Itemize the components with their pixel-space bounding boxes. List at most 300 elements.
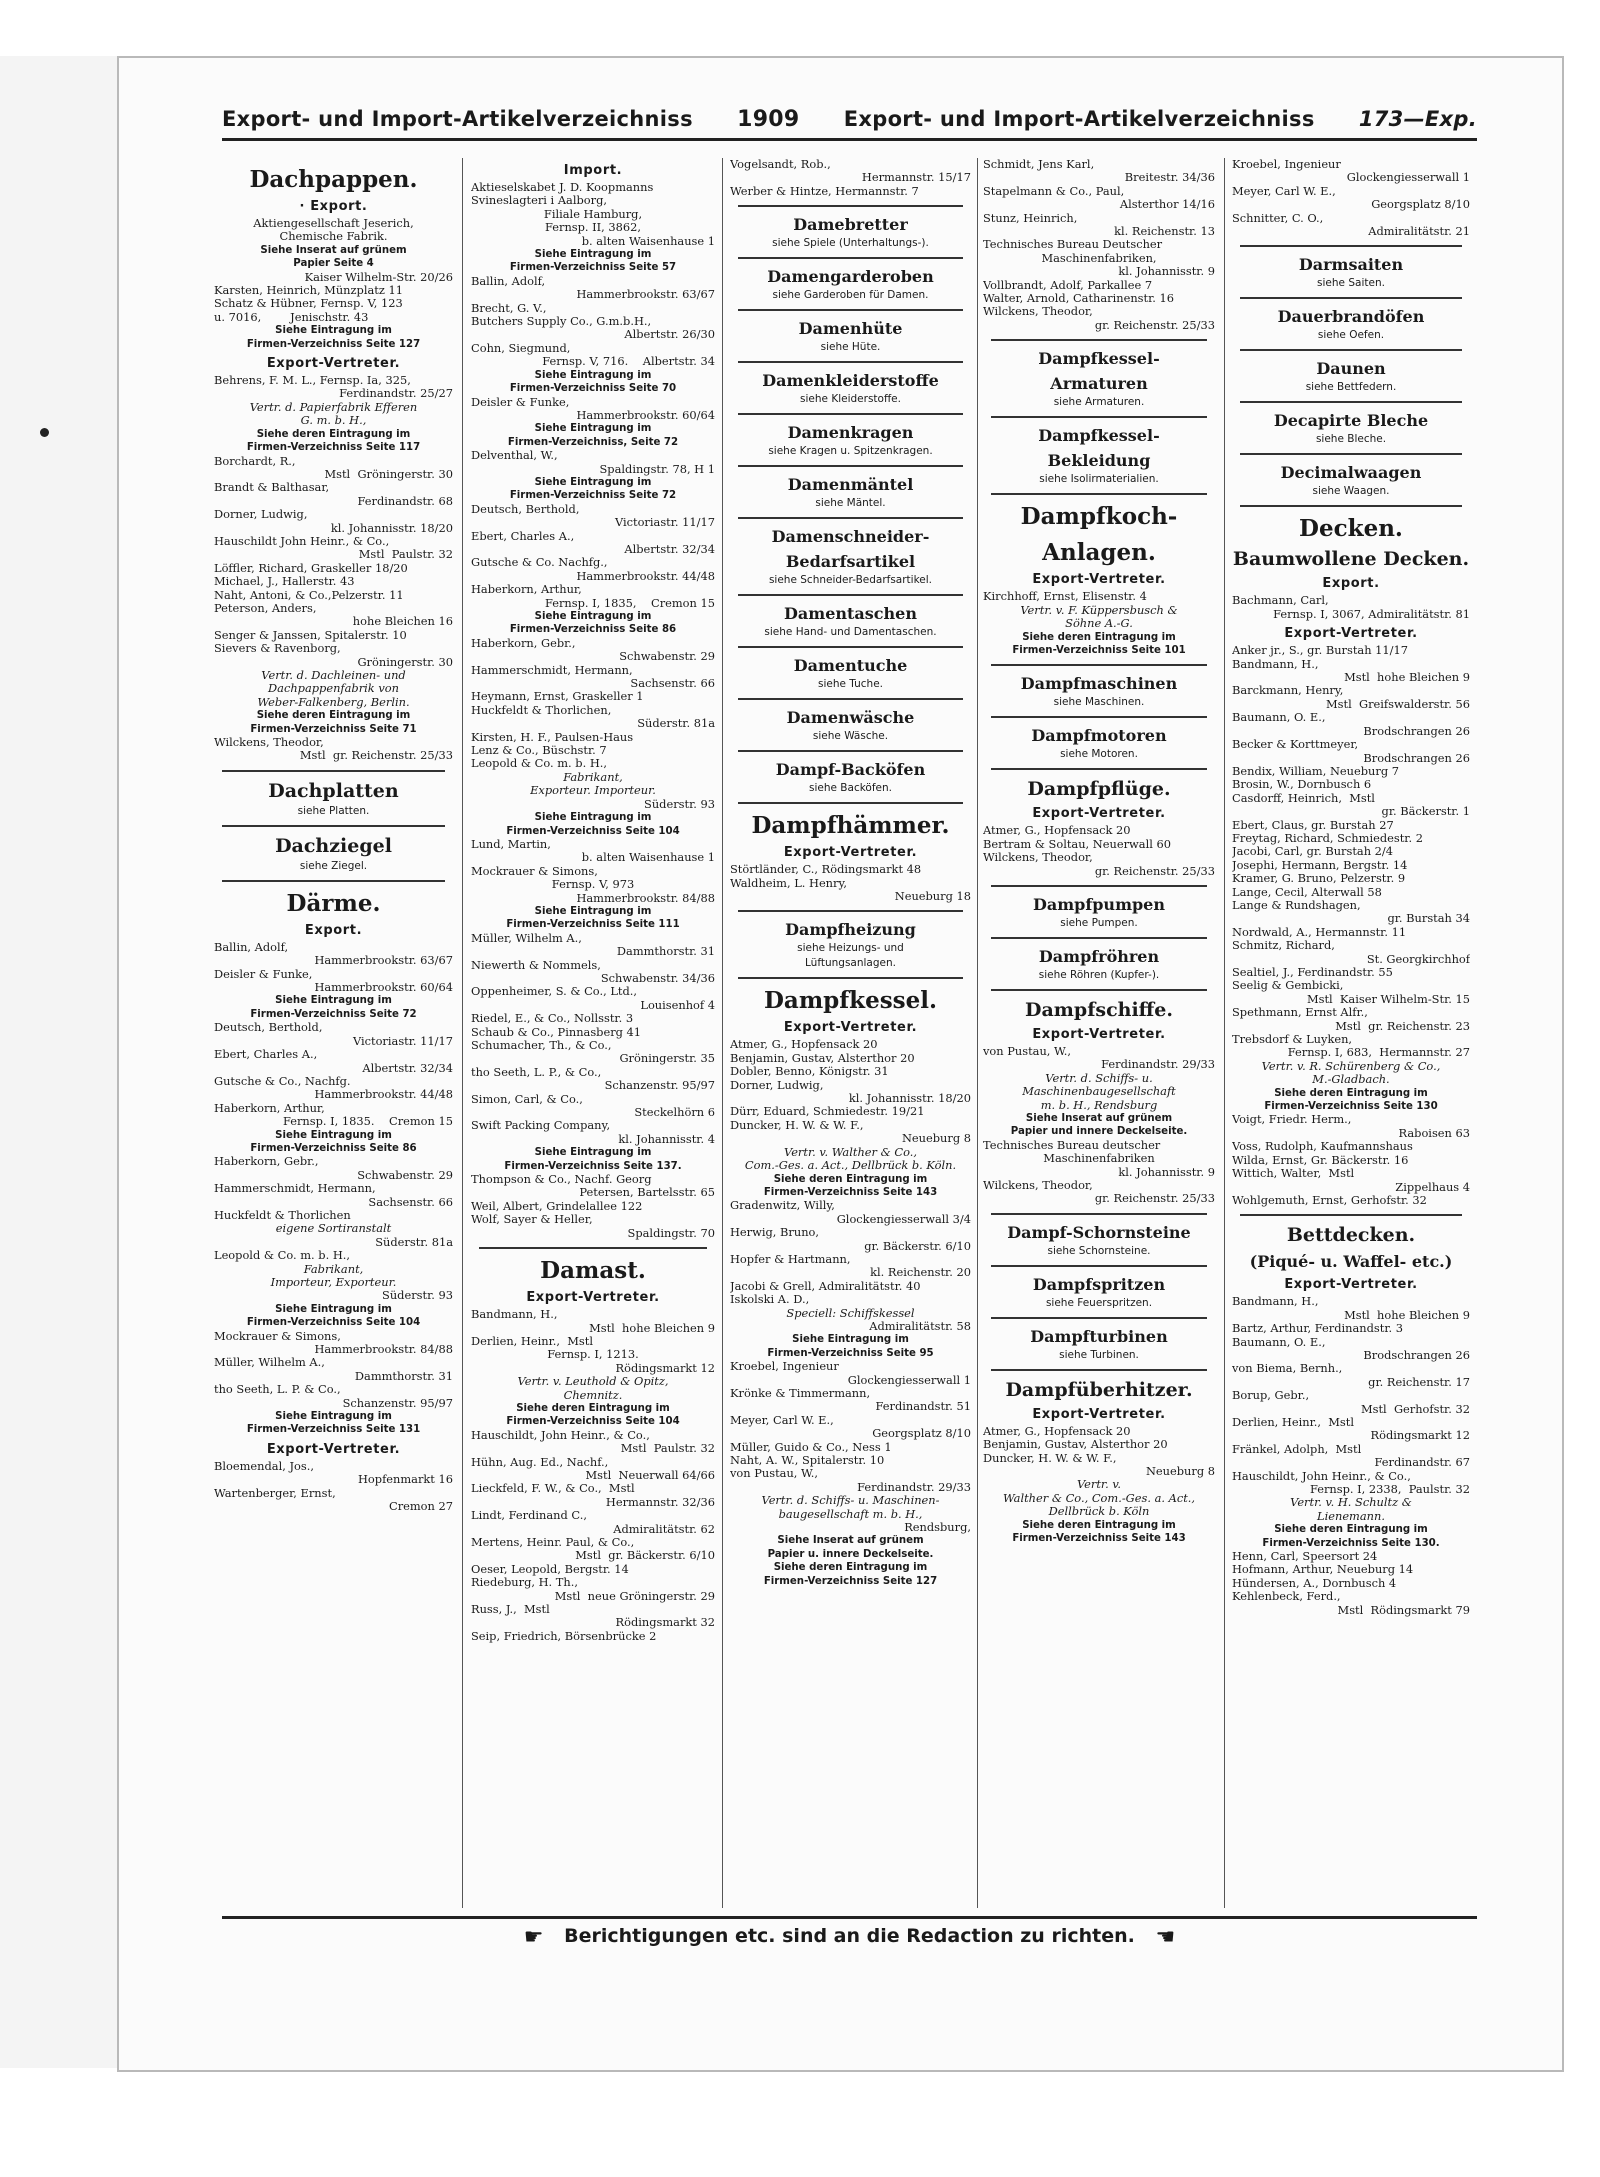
directory-entry: Raboisen 63 bbox=[1398, 1126, 1470, 1140]
directory-entry: Meyer, Carl W. E., bbox=[1232, 184, 1336, 198]
directory-entry: Vogelsandt, Rob., bbox=[730, 158, 831, 171]
directory-entry: St. Georgkirchhof bbox=[1366, 952, 1470, 966]
section-divider bbox=[738, 309, 963, 311]
directory-entry: Hopfenmarkt 16 bbox=[357, 1473, 453, 1487]
column-4 bbox=[983, 158, 1215, 1908]
section-heading: Bettdecken. bbox=[1286, 1224, 1416, 1247]
section-divider bbox=[738, 594, 963, 596]
directory-entry: Gutsche & Co. Nachfg., bbox=[471, 556, 608, 570]
directory-entry: Hammerbrookstr. 44/48 bbox=[576, 569, 715, 583]
directory-entry: Mstl Neuerwall 64/66 bbox=[585, 1468, 715, 1482]
directory-entry: Dürr, Eduard, Schmiedestr. 19/21 bbox=[730, 1105, 925, 1119]
directory-entry: Hauschildt John Heinr., & Co., bbox=[214, 534, 390, 548]
directory-entry: Michael, J., Hallerstr. 43 bbox=[214, 575, 355, 589]
directory-entry: Gröningerstr. 30 bbox=[357, 655, 453, 669]
directory-entry: Hammerschmidt, Hermann, bbox=[214, 1182, 376, 1196]
entry-note: Firmen-Verzeichniss Seite 104 bbox=[506, 1416, 680, 1428]
directory-entry: Brodschrangen 26 bbox=[1363, 751, 1470, 765]
subsection-label: Export-Vertreter. bbox=[526, 1290, 660, 1306]
directory-entry: Derlien, Heinr., Mstl bbox=[1232, 1415, 1354, 1429]
directory-entry: Hammerbrookstr. 63/67 bbox=[576, 288, 715, 302]
directory-entry: Sievers & Ravenborg, bbox=[214, 642, 341, 656]
section-heading: Damentaschen bbox=[784, 604, 917, 624]
section-divider bbox=[991, 1265, 1207, 1267]
directory-entry: Schnitter, C. O., bbox=[1232, 211, 1324, 225]
directory-entry: Wilda, Ernst, Gr. Bäckerstr. 16 bbox=[1232, 1153, 1409, 1167]
entry-note: Siehe deren Eintragung im bbox=[256, 428, 411, 440]
directory-entry: Lund, Martin, bbox=[471, 837, 551, 851]
directory-entry: gr. Burstah 34 bbox=[1387, 912, 1470, 926]
entry-note: Papier Seite 4 bbox=[293, 258, 374, 270]
cross-reference: siehe Bleche. bbox=[1315, 433, 1387, 446]
entry-note: Siehe deren Eintragung im bbox=[1274, 1524, 1428, 1536]
directory-entry: Haberkorn, Arthur, bbox=[214, 1101, 325, 1115]
directory-entry: Neueburg 18 bbox=[894, 890, 971, 904]
section-divider bbox=[222, 880, 445, 882]
directory-entry: Aktiengesellschaft Jeserich, bbox=[253, 217, 414, 230]
directory-entry: Waldheim, L. Henry, bbox=[730, 876, 848, 890]
directory-entry: Atmer, G., Hopfensack 20 bbox=[730, 1038, 878, 1052]
directory-entry: Deisler & Funke, bbox=[471, 395, 570, 409]
section-divider bbox=[1240, 401, 1462, 403]
cross-reference: siehe Bettfedern. bbox=[1305, 381, 1397, 394]
directory-entry: Schanzenstr. 95/97 bbox=[342, 1396, 453, 1410]
directory-entry: Baumann, O. E., bbox=[1232, 1335, 1326, 1349]
directory-entry: Duncker, H. W. & W. F., bbox=[730, 1118, 864, 1132]
directory-entry: Bandmann, H., bbox=[1232, 657, 1319, 671]
directory-entry: Mstl Paulstr. 32 bbox=[620, 1442, 715, 1456]
adjacent-page-spine bbox=[0, 56, 119, 2068]
directory-entry: Freytag, Richard, Schmiedestr. 2 bbox=[1232, 831, 1423, 845]
directory-entry: Henn, Carl, Speersort 24 bbox=[1232, 1550, 1378, 1564]
entry-remark: Importeur, Exporteur. bbox=[270, 1276, 397, 1289]
entry-note: Firmen-Verzeichniss Seite 127 bbox=[246, 338, 421, 350]
entry-note: Siehe Inserat auf grünem bbox=[777, 1535, 924, 1547]
directory-entry: Hopfer & Hartmann, bbox=[730, 1252, 851, 1266]
cross-reference: siehe Heizungs- und bbox=[797, 942, 904, 955]
column-divider bbox=[1224, 158, 1225, 1908]
directory-entry: Lindt, Ferdinand C., bbox=[471, 1509, 587, 1523]
section-divider bbox=[991, 885, 1207, 887]
entry-note: Firmen-Verzeichniss Seite 137. bbox=[504, 1160, 682, 1172]
directory-entry: Chemische Fabrik. bbox=[279, 230, 388, 244]
section-heading: Dampfspritzen bbox=[1032, 1274, 1166, 1294]
directory-entry: Schmitz, Richard, bbox=[1232, 939, 1335, 953]
cross-reference: siehe Feuerspritzen. bbox=[1045, 1296, 1153, 1309]
directory-entry: Huckfeldt & Thorlichen, bbox=[471, 703, 612, 717]
entry-note: Firmen-Verzeichniss Seite 71 bbox=[250, 723, 417, 735]
directory-entry: Wilckens, Theodor, bbox=[983, 851, 1093, 865]
section-heading: Damenwäsche bbox=[786, 708, 915, 728]
directory-entry: kl. Johannisstr. 4 bbox=[618, 1132, 715, 1146]
section-heading: Darmsaiten bbox=[1298, 255, 1404, 275]
pointing-hand-left-icon: ☚ bbox=[1155, 1925, 1176, 1950]
section-divider bbox=[738, 413, 963, 415]
directory-entry: Schatz & Hübner, Fernsp. V, 123 bbox=[214, 297, 403, 311]
section-heading: Dampf-Schornsteine bbox=[1007, 1222, 1191, 1242]
directory-entry: Schanzenstr. 95/97 bbox=[604, 1079, 715, 1093]
entry-note: Firmen-Verzeichniss Seite 104 bbox=[246, 1317, 421, 1329]
directory-entry: Victoriastr. 11/17 bbox=[352, 1034, 453, 1048]
directory-entry: Bertram & Soltau, Neuerwall 60 bbox=[983, 837, 1171, 851]
cross-reference: siehe Tuche. bbox=[818, 678, 883, 691]
directory-entry: Dorner, Ludwig, bbox=[214, 508, 308, 522]
directory-entry: Störtländer, C., Rödingsmarkt 48 bbox=[730, 863, 922, 877]
entry-note: Firmen-Verzeichniss Seite 95 bbox=[767, 1347, 934, 1359]
directory-entry: Schumacher, Th., & Co., bbox=[471, 1039, 612, 1052]
cross-reference: siehe Kleiderstoffe. bbox=[800, 393, 901, 406]
entry-note: Firmen-Verzeichniss Seite 130 bbox=[1264, 1101, 1438, 1113]
directory-entry: Cohn, Siegmund, bbox=[471, 341, 571, 355]
entry-note: Siehe Eintragung im bbox=[275, 1303, 392, 1315]
directory-entry: Brandt & Balthasar, bbox=[214, 481, 330, 495]
directory-entry: Haberkorn, Arthur, bbox=[471, 583, 582, 597]
directory-entry: Spethmann, Ernst Alfr., bbox=[1232, 1006, 1368, 1020]
directory-entry: Wartenberger, Ernst, bbox=[214, 1486, 336, 1500]
directory-entry: Dorner, Ludwig, bbox=[730, 1078, 824, 1092]
directory-entry: Heymann, Ernst, Graskeller 1 bbox=[471, 690, 644, 704]
section-divider bbox=[991, 989, 1207, 991]
directory-entry: Svineslagteri i Aalborg, bbox=[471, 194, 607, 208]
directory-entry: u. 7016, Jenischstr. 43 bbox=[214, 310, 369, 324]
directory-entry: Süderstr. 81a bbox=[375, 1235, 453, 1249]
entry-remark: m. b. H., Rendsburg bbox=[1040, 1098, 1158, 1112]
directory-entry: Bartz, Arthur, Ferdinandstr. 3 bbox=[1232, 1322, 1404, 1336]
entry-note: Firmen-Verzeichniss Seite 72 bbox=[509, 490, 677, 502]
cross-reference: siehe Ziegel. bbox=[299, 859, 368, 872]
directory-entry: Fernsp. I, 2338, Paulstr. 32 bbox=[1309, 1483, 1470, 1496]
directory-entry: von Pustau, W., bbox=[983, 1044, 1071, 1058]
entry-note: Siehe Eintragung im bbox=[275, 1411, 392, 1423]
directory-entry: Maschinenfabriken bbox=[1043, 1152, 1155, 1166]
directory-entry: Hammerbrookstr. 60/64 bbox=[576, 408, 715, 422]
directory-entry: Mstl Rödingsmarkt 79 bbox=[1337, 1603, 1470, 1617]
directory-entry: Mstl gr. Reichenstr. 23 bbox=[1335, 1019, 1470, 1033]
section-heading: Decken. bbox=[1299, 515, 1403, 543]
directory-entry: Delventhal, W., bbox=[471, 449, 558, 463]
section-divider bbox=[738, 698, 963, 700]
section-heading: Dampfkessel- bbox=[1038, 349, 1160, 369]
column-1 bbox=[214, 158, 453, 1908]
directory-entry: Josephi, Hermann, Bergstr. 14 bbox=[1232, 858, 1408, 872]
directory-entry: gr. Reichenstr. 17 bbox=[1368, 1375, 1470, 1389]
directory-entry: kl. Johannisstr. 18/20 bbox=[848, 1092, 971, 1106]
section-divider bbox=[738, 257, 963, 259]
header-year: 1909 bbox=[737, 106, 800, 132]
directory-entry: Jacobi & Grell, Admiralitätstr. 40 bbox=[730, 1279, 921, 1293]
entry-remark: Vertr. d. Papierfabrik Efferen bbox=[249, 400, 418, 414]
entry-note: Siehe Eintragung im bbox=[534, 812, 652, 824]
entry-note: Siehe Inserat auf grünem bbox=[260, 244, 407, 256]
directory-entry: Mertens, Heinr. Paul, & Co., bbox=[471, 1536, 635, 1549]
section-heading: Damenkleiderstoffe bbox=[762, 371, 939, 391]
directory-entry: Butchers Supply Co., G.m.b.H., bbox=[471, 315, 652, 329]
entry-note: Siehe deren Eintragung im bbox=[773, 1562, 928, 1574]
page-number: 173—Exp. bbox=[1358, 107, 1477, 131]
directory-entry: Peterson, Anders, bbox=[214, 601, 317, 615]
entry-note: Papier und innere Deckelseite. bbox=[1010, 1126, 1188, 1138]
section-divider bbox=[991, 1213, 1207, 1215]
directory-entry: Admiralitätstr. 58 bbox=[869, 1319, 971, 1333]
entry-remark: Fabrikant, bbox=[303, 1262, 364, 1276]
directory-entry: Technisches Bureau Deutscher bbox=[983, 238, 1163, 252]
section-heading: Därme. bbox=[286, 889, 381, 917]
directory-entry: Mockrauer & Simons, bbox=[214, 1329, 341, 1343]
cross-reference: siehe Backöfen. bbox=[809, 782, 892, 795]
column-divider bbox=[722, 158, 723, 1908]
directory-entry: Ebert, Charles A., bbox=[471, 529, 575, 543]
cross-reference: siehe Platten. bbox=[297, 804, 370, 817]
section-divider bbox=[738, 517, 963, 519]
directory-entry: Voss, Rudolph, Kaufmannshaus bbox=[1232, 1140, 1413, 1154]
section-divider bbox=[738, 361, 963, 363]
directory-entry: Schwabenstr. 29 bbox=[357, 1168, 453, 1182]
directory-entry: b. alten Waisenhause 1 bbox=[581, 234, 715, 248]
entry-remark: G. m. b. H., bbox=[300, 414, 367, 428]
directory-entry: Hermannstr. 15/17 bbox=[861, 171, 971, 185]
directory-entry: Hammerschmidt, Hermann, bbox=[471, 663, 633, 677]
directory-entry: Behrens, F. M. L., Fernsp. Ia, 325, bbox=[214, 374, 411, 388]
cross-reference: siehe Oefen. bbox=[1317, 329, 1385, 342]
entry-remark: Söhne A.-G. bbox=[1065, 617, 1133, 631]
directory-entry: Stunz, Heinrich, bbox=[983, 211, 1078, 225]
entry-remark: Vertr. v. bbox=[1076, 1478, 1122, 1492]
entry-remark: Dellbrück b. Köln bbox=[1048, 1505, 1150, 1519]
directory-entry: Sealtiel, J., Ferdinandstr. 55 bbox=[1232, 966, 1393, 979]
section-heading: Dampfpumpen bbox=[1033, 894, 1165, 914]
directory-entry: Mstl gr. Reichenstr. 25/33 bbox=[299, 749, 453, 763]
subsection-label: · Export. bbox=[299, 199, 368, 214]
entry-note: Siehe Eintragung im bbox=[792, 1334, 909, 1346]
section-divider bbox=[738, 802, 963, 804]
directory-entry: Mstl hohe Bleichen 9 bbox=[1344, 671, 1470, 685]
directory-entry: Ballin, Adolf, bbox=[214, 940, 289, 954]
entry-note: Firmen-Verzeichniss Seite 57 bbox=[509, 262, 677, 274]
directory-entry: Cremon 27 bbox=[388, 1500, 453, 1514]
section-divider bbox=[1240, 245, 1462, 247]
directory-entry: Mstl Paulstr. 32 bbox=[358, 548, 453, 562]
entry-remark: Vertr. v. Walther & Co., bbox=[784, 1145, 917, 1159]
directory-entry: Schmidt, Jens Karl, bbox=[983, 158, 1095, 171]
column-3 bbox=[730, 158, 971, 1908]
directory-entry: Derlien, Heinr., Mstl bbox=[471, 1334, 593, 1348]
section-heading: Damast. bbox=[540, 1257, 646, 1285]
directory-entry: Huckfeldt & Thorlichen bbox=[214, 1208, 351, 1222]
directory-entry: Gradenwitz, Willy, bbox=[730, 1199, 835, 1213]
directory-entry: Mstl Greifswalderstr. 56 bbox=[1326, 697, 1470, 711]
section-heading: Dampfmotoren bbox=[1031, 726, 1167, 746]
section-divider bbox=[991, 493, 1207, 495]
directory-entry: Admiralitätstr. 62 bbox=[613, 1522, 715, 1536]
column-divider bbox=[977, 158, 978, 1908]
section-divider bbox=[738, 465, 963, 467]
directory-entry: Voigt, Friedr. Herm., bbox=[1232, 1113, 1352, 1127]
section-heading: Daunen bbox=[1316, 359, 1386, 379]
cross-reference: siehe Röhren (Kupfer-). bbox=[1038, 968, 1160, 981]
entry-note: Siehe deren Eintragung im bbox=[256, 710, 411, 722]
section-divider bbox=[222, 825, 445, 827]
subsection-label: Export. bbox=[1322, 576, 1380, 592]
directory-entry: Ferdinandstr. 29/33 bbox=[857, 1480, 971, 1494]
directory-entry: Ferdinandstr. 51 bbox=[875, 1400, 971, 1414]
directory-entry: Seip, Friedrich, Börsenbrücke 2 bbox=[471, 1629, 657, 1643]
section-divider bbox=[991, 1317, 1207, 1319]
cross-reference: siehe Hüte. bbox=[820, 341, 881, 354]
directory-entry: Schwabenstr. 29 bbox=[619, 650, 715, 664]
entry-remark: Exporteur. Importeur. bbox=[530, 784, 656, 798]
entry-remark: Vertr. d. Schiffs- u. Maschinen- bbox=[761, 1494, 940, 1508]
directory-entry: Hermannstr. 32/36 bbox=[605, 1495, 715, 1509]
section-divider bbox=[991, 716, 1207, 718]
directory-entry: Krönke & Timmermann, bbox=[730, 1387, 871, 1400]
directory-entry: Dobler, Benno, Königstr. 31 bbox=[730, 1065, 889, 1079]
section-heading: Armaturen bbox=[1050, 374, 1148, 394]
directory-entry: Albertstr. 32/34 bbox=[362, 1061, 453, 1075]
section-heading: Dampfröhren bbox=[1038, 946, 1160, 966]
section-heading: Damenschneider- bbox=[771, 527, 930, 547]
directory-entry: Meyer, Carl W. E., bbox=[730, 1413, 834, 1427]
directory-entry: Maschinenfabriken, bbox=[1041, 251, 1157, 265]
directory-entry: Barckmann, Henry, bbox=[1232, 684, 1344, 698]
directory-entry: Brodschrangen 26 bbox=[1363, 724, 1470, 738]
entry-note: Firmen-Verzeichniss Seite 86 bbox=[250, 1142, 417, 1154]
directory-entry: Senger & Janssen, Spitalerstr. 10 bbox=[214, 628, 407, 642]
column-5 bbox=[1232, 158, 1470, 1908]
directory-entry: Süderstr. 93 bbox=[382, 1289, 453, 1303]
cross-reference: siehe Waagen. bbox=[1312, 485, 1390, 498]
section-divider bbox=[991, 339, 1207, 341]
directory-entry: Deutsch, Berthold, bbox=[471, 502, 580, 516]
subsection-label: Export-Vertreter. bbox=[1284, 1277, 1418, 1293]
directory-entry: Becker & Korttmeyer, bbox=[1232, 738, 1359, 752]
directory-entry: Rödingsmarkt 12 bbox=[1370, 1429, 1470, 1443]
entry-remark: Dachpappenfabrik von bbox=[268, 682, 399, 696]
section-divider bbox=[991, 937, 1207, 939]
directory-entry: Stapelmann & Co., Paul, bbox=[983, 184, 1125, 198]
entry-remark: baugesellschaft m. b. H., bbox=[778, 1507, 923, 1521]
section-heading: Dauerbrandöfen bbox=[1277, 307, 1425, 327]
section-heading: Damebretter bbox=[793, 215, 908, 235]
entry-remark: Walther & Co., Com.-Ges. a. Act., bbox=[1002, 1491, 1196, 1505]
directory-entry: Hündersen, A., Dornbusch 4 bbox=[1232, 1576, 1397, 1590]
directory-entry: Kroebel, Ingenieur bbox=[730, 1360, 839, 1374]
entry-remark: Com.-Ges. a. Act., Dellbrück b. Köln. bbox=[744, 1159, 957, 1173]
directory-entry: Gutsche & Co., Nachfg. bbox=[214, 1074, 351, 1088]
directory-entry: Kaiser Wilhelm-Str. 20/26 bbox=[304, 270, 453, 284]
section-heading: Dampfkoch- bbox=[1020, 503, 1178, 531]
subsection-label: Export. bbox=[304, 922, 363, 938]
section-heading: Decimalwaagen bbox=[1280, 463, 1422, 483]
entry-remark: Vertr. d. Schiffs- u. bbox=[1045, 1071, 1153, 1085]
entry-note: Firmen-Verzeichniss Seite 72 bbox=[250, 1008, 417, 1020]
directory-entry: Ballin, Adolf, bbox=[471, 274, 546, 288]
pointing-hand-right-icon: ☛ bbox=[523, 1925, 544, 1950]
cross-reference: siehe Schornsteine. bbox=[1047, 1244, 1151, 1257]
entry-note: Siehe Eintragung im bbox=[534, 476, 652, 488]
section-heading: Bedarfsartikel bbox=[785, 552, 916, 572]
subsection-label: Export-Vertreter. bbox=[1032, 572, 1166, 588]
section-divider bbox=[1240, 349, 1462, 351]
section-divider bbox=[1240, 505, 1462, 507]
directory-entry: Ferdinandstr. 68 bbox=[357, 494, 453, 508]
directory-entry: Glockengiesserwall 3/4 bbox=[836, 1212, 971, 1226]
cross-reference: siehe Turbinen. bbox=[1059, 1348, 1139, 1361]
directory-entry: Süderstr. 81a bbox=[637, 717, 715, 731]
section-divider bbox=[222, 770, 445, 772]
subsection-label: Export-Vertreter. bbox=[783, 845, 918, 861]
directory-entry: Thompson & Co., Nachf. Georg bbox=[471, 1173, 652, 1187]
entry-note: Siehe Eintragung im bbox=[534, 611, 652, 622]
directory-entry: Fernsp. I, 683, Hermannstr. 27 bbox=[1287, 1046, 1470, 1060]
directory-entry: Neueburg 8 bbox=[901, 1132, 971, 1146]
directory-entry: von Pustau, W., bbox=[730, 1467, 818, 1481]
subsection-label: Export-Vertreter. bbox=[1032, 806, 1166, 822]
section-divider bbox=[991, 1369, 1207, 1371]
directory-entry: Ebert, Claus, gr. Burstah 27 bbox=[1232, 818, 1394, 832]
section-heading: Dachplatten bbox=[268, 779, 399, 802]
directory-entry: Vollbrandt, Adolf, Parkallee 7 bbox=[983, 278, 1153, 292]
ink-dot bbox=[40, 428, 49, 437]
directory-entry: Brecht, G. V., bbox=[471, 301, 547, 315]
section-heading: Dachziegel bbox=[275, 834, 392, 857]
section-heading: Damentuche bbox=[793, 656, 908, 676]
directory-entry: Kehlenbeck, Ferd., bbox=[1232, 1590, 1341, 1604]
directory-entry: Mstl Gröningerstr. 30 bbox=[324, 467, 453, 481]
directory-entry: Georgsplatz 8/10 bbox=[1371, 198, 1470, 212]
subsection-label: Export-Vertreter. bbox=[1032, 1406, 1166, 1422]
directory-entry: Fernsp. II, 3862, bbox=[544, 221, 642, 235]
entry-note: Siehe deren Eintragung im bbox=[773, 1173, 928, 1185]
directory-entry: tho Seeth, L. P., & Co., bbox=[471, 1065, 602, 1079]
cross-reference: siehe Garderoben für Damen. bbox=[772, 289, 929, 302]
directory-entry: Weil, Albert, Grindelallee 122 bbox=[471, 1199, 643, 1213]
directory-entry: Nordwald, A., Hermannstr. 11 bbox=[1232, 925, 1407, 939]
cross-reference: siehe Saiten. bbox=[1317, 277, 1385, 290]
directory-entry: Fernsp. I, 1835, Cremon 15 bbox=[544, 596, 715, 610]
entry-remark: Fabrikant, bbox=[563, 770, 623, 784]
directory-entry: tho Seeth, L. P. & Co., bbox=[214, 1383, 341, 1397]
directory-entry: Aktieselskabet J. D. Koopmanns bbox=[471, 181, 654, 194]
directory-entry: Simon, Carl, & Co., bbox=[471, 1092, 583, 1106]
entry-note: Siehe deren Eintragung im bbox=[516, 1402, 670, 1414]
directory-entry: Dammthorstr. 31 bbox=[616, 945, 715, 959]
directory-entry: Steckelhörn 6 bbox=[634, 1106, 715, 1120]
section-divider bbox=[738, 646, 963, 648]
directory-entry: Spaldingstr. 70 bbox=[627, 1226, 715, 1240]
footer-note: Berichtigungen etc. sind an die Redaction zu richten. bbox=[564, 1925, 1135, 1947]
section-divider bbox=[738, 750, 963, 752]
entry-note: Siehe Eintragung im bbox=[534, 249, 652, 261]
directory-entry: Zippelhaus 4 bbox=[1395, 1180, 1470, 1194]
directory-entry: Rödingsmarkt 12 bbox=[615, 1361, 715, 1375]
directory-entry: hohe Bleichen 16 bbox=[352, 615, 453, 629]
directory-entry: Borup, Gebr., bbox=[1232, 1389, 1310, 1403]
cross-reference: siehe Pumpen. bbox=[1060, 916, 1138, 929]
directory-entry: Seelig & Gembicki, bbox=[1232, 979, 1344, 993]
directory-entry: Breitestr. 34/36 bbox=[1124, 171, 1215, 185]
directory-entry: Borchardt, R., bbox=[214, 454, 296, 468]
entry-note: Firmen-Verzeichniss Seite 117 bbox=[246, 442, 421, 454]
directory-entry: Wilckens, Theodor, bbox=[983, 1179, 1093, 1192]
directory-entry: gr. Bäckerstr. 1 bbox=[1381, 805, 1470, 819]
directory-entry: Atmer, G., Hopfensack 20 bbox=[983, 824, 1131, 838]
directory-entry: Niewerth & Nommels, bbox=[471, 958, 601, 972]
entry-remark: Vertr. v. H. Schultz & bbox=[1290, 1496, 1412, 1510]
directory-entry: Wittich, Walter, Mstl bbox=[1232, 1167, 1355, 1181]
directory-entry: Wilckens, Theodor, bbox=[983, 305, 1093, 319]
entry-remark: Vertr. v. F. Küppersbusch & bbox=[1020, 603, 1178, 617]
directory-entry: Haberkorn, Gebr., bbox=[471, 636, 576, 650]
